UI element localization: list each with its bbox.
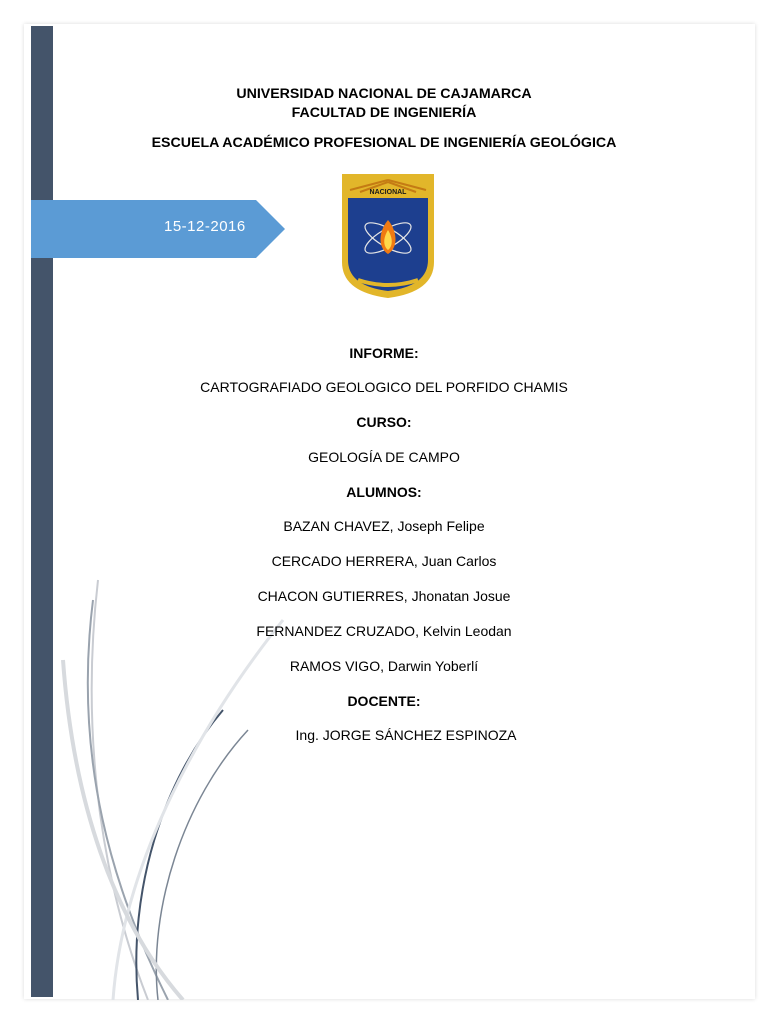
left-sidebar-bar xyxy=(31,26,53,997)
seal-top-text: NACIONAL xyxy=(369,189,407,196)
university-seal xyxy=(338,170,438,300)
docente-value: Ing. JORGE SÁNCHEZ ESPINOZA xyxy=(295,727,517,743)
faculty-title: FACULTAD DE INGENIERÍA xyxy=(291,105,477,121)
date-label: 15-12-2016 xyxy=(164,218,246,235)
student-name: FERNANDEZ CRUZADO, Kelvin Leodan xyxy=(256,623,512,639)
curso-value: GEOLOGÍA DE CAMPO xyxy=(308,449,460,465)
student-name: RAMOS VIGO, Darwin Yoberlí xyxy=(289,658,479,674)
university-title: UNIVERSIDAD NACIONAL DE CAJAMARCA xyxy=(236,86,532,102)
informe-value: CARTOGRAFIADO GEOLOGICO DEL PORFIDO CHAMIS xyxy=(200,379,568,395)
informe-label: INFORME: xyxy=(349,345,419,361)
alumnos-label: ALUMNOS: xyxy=(346,484,422,500)
school-title: ESCUELA ACADÉMICO PROFESIONAL DE INGENIERÍA GEOLÓGICA xyxy=(151,135,617,151)
date-banner xyxy=(31,200,285,258)
docente-label: DOCENTE: xyxy=(347,693,421,709)
student-name: CHACON GUTIERRES, Jhonatan Josue xyxy=(257,588,511,604)
student-name: BAZAN CHAVEZ, Joseph Felipe xyxy=(283,518,485,534)
student-name: CERCADO HERRERA, Juan Carlos xyxy=(271,553,497,569)
curso-label: CURSO: xyxy=(356,414,412,430)
